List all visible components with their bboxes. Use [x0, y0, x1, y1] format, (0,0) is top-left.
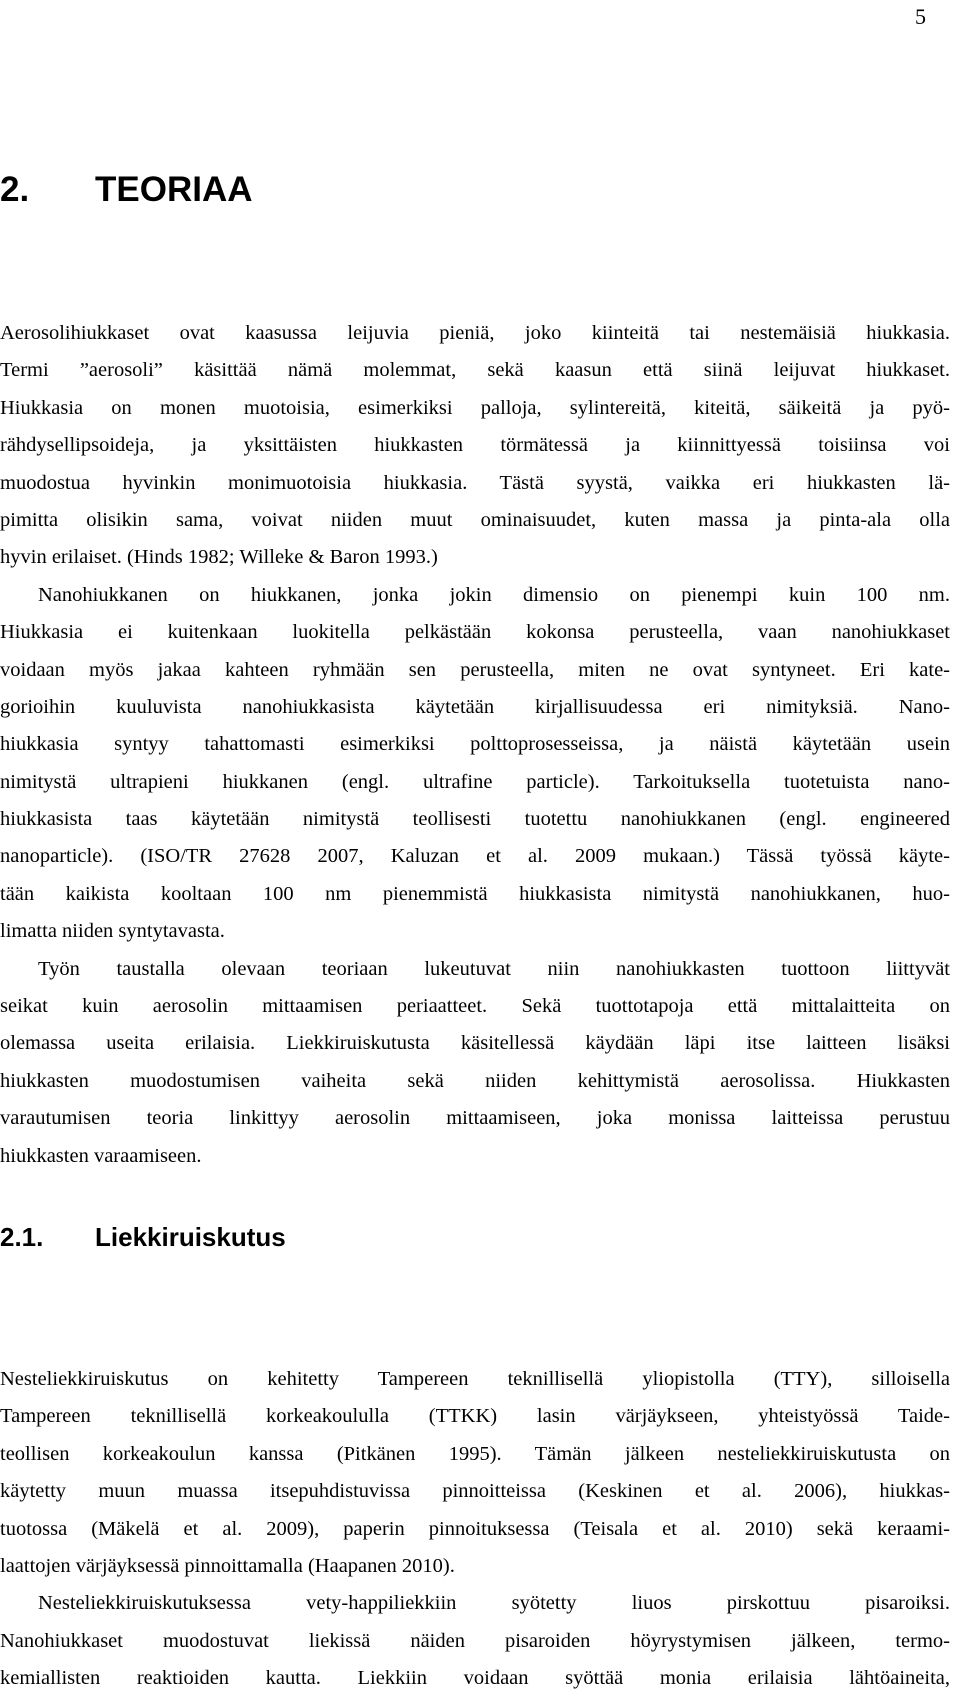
text-line: Hiukkasia on monen muotoisia, esimerkiksi palloja, sylintereitä, kiteitä, säikeitä ja pyö-	[0, 396, 950, 419]
text-line: hiukkasten varaamiseen.	[0, 1144, 202, 1167]
text-line: Hiukkasia ei kuitenkaan luokitella pelkästään kokonsa perusteella, vaan nanohiukkaset	[0, 621, 950, 644]
text-line: seikat kuin aerosolin mittaamisen periaatteet. Sekä tuottotapoja että mittalaitteita on	[0, 995, 950, 1018]
section-heading	[0, 1221, 286, 1253]
section-number: 2.1.	[0, 1222, 44, 1252]
text-line: Nanohiukkaset muodostuvat liekissä näiden pisaroiden höyrystymisen jälkeen, termo-	[0, 1629, 950, 1652]
chapter-heading	[0, 170, 253, 210]
text-line: varautumisen teoria linkittyy aerosolin mittaamiseen, joka monissa laitteissa perustuu	[0, 1107, 950, 1130]
text-line: Termi ”aerosoli” käsittää nämä molemmat, sekä kaasun että siinä leijuvat hiukkaset.	[0, 359, 950, 382]
text-line: Nesteliekkiruiskutuksessa vety-happiliekkiin syötetty liuos pirskottuu pisaroiksi.	[38, 1592, 950, 1615]
text-line: tuotossa (Mäkelä et al. 2009), paperin pinnoituksessa (Teisala et al. 2010) sekä keraami-	[0, 1517, 950, 1540]
text-line: teollisen korkeakoulun kanssa (Pitkänen 1995). Tämän jälkeen nesteliekkiruiskutusta on	[0, 1442, 950, 1465]
text-line: gorioihin kuuluvista nanohiukkasista käytetään kirjallisuudessa eri nimityksiä. Nano-	[0, 695, 950, 718]
text-line: hiukkasia syntyy tahattomasti esimerkiksi polttoprosesseissa, ja näistä käytetään usein	[0, 733, 950, 756]
text-line: muodostua hyvinkin monimuotoisia hiukkasia. Tästä syystä, vaikka eri hiukkasten lä-	[0, 471, 950, 494]
section-title: Liekkiruiskutus	[95, 1222, 286, 1252]
text-line: hiukkasista taas käytetään nimitystä teollisesti tuotettu nanohiukkanen (engl. engineered	[0, 808, 950, 831]
page-number: 5	[915, 4, 926, 29]
text-line: tään kaikista kooltaan 100 nm pienemmistä hiukkasista nimitystä nanohiukkanen, huo-	[0, 882, 950, 905]
text-line: Nesteliekkiruiskutus on kehitetty Tampereen teknillisellä yliopistolla (TTY), silloisella	[0, 1368, 950, 1390]
text-line: rähdysellipsoideja, ja yksittäisten hiukkasten törmätessä ja kiinnittyessä toisiinsa voi	[0, 434, 950, 457]
body-text-block-2	[0, 1361, 950, 1698]
text-line: kemiallisten reaktioiden kautta. Liekkiin voidaan syöttää monia erilaisia lähtöaineita,	[0, 1667, 950, 1690]
text-line: limatta niiden syntytavasta.	[0, 920, 225, 943]
text-line: Aerosolihiukkaset ovat kaasussa leijuvia pieniä, joko kiinteitä tai nestemäisiä hiukkasia.	[0, 322, 950, 344]
text-line: Työn taustalla olevaan teoriaan lukeutuvat niin nanohiukkasten tuottoon liittyvät	[38, 957, 950, 980]
text-line: nanoparticle). (ISO/TR 27628 2007, Kaluzan et al. 2009 mukaan.) Tässä työssä käyte-	[0, 845, 950, 868]
text-line: Tampereen teknillisellä korkeakoululla (TTKK) lasin värjäykseen, yhteistyössä Taide-	[0, 1405, 950, 1428]
body-text-block-1	[0, 315, 950, 1175]
text-line: Nanohiukkanen on hiukkanen, jonka jokin dimensio on pienempi kuin 100 nm.	[38, 583, 950, 606]
text-line: olemassa useita erilaisia. Liekkiruiskutusta käsitellessä käydään läpi itse laitteen lisäksi	[0, 1032, 950, 1055]
chapter-number: 2.	[0, 170, 30, 209]
text-line: pimitta olisikin sama, voivat niiden muut ominaisuudet, kuten massa ja pinta-ala olla	[0, 508, 950, 531]
chapter-title: TEORIAA	[95, 170, 253, 209]
text-line: hyvin erilaiset. (Hinds 1982; Willeke & Baron 1993.)	[0, 546, 438, 569]
text-line: hiukkasten muodostumisen vaiheita sekä niiden kehittymistä aerosolissa. Hiukkasten	[0, 1069, 950, 1092]
text-line: laattojen värjäyksessä pinnoittamalla (Haapanen 2010).	[0, 1554, 455, 1577]
text-line: käytetty muun muassa itsepuhdistuvissa pinnoitteissa (Keskinen et al. 2006), hiukkas-	[0, 1480, 950, 1503]
text-line: nimitystä ultrapieni hiukkanen (engl. ultrafine particle). Tarkoituksella tuotetuista nano-	[0, 770, 950, 793]
text-line: voidaan myös jakaa kahteen ryhmään sen perusteella, miten ne ovat syntyneet. Eri kate-	[0, 658, 950, 681]
